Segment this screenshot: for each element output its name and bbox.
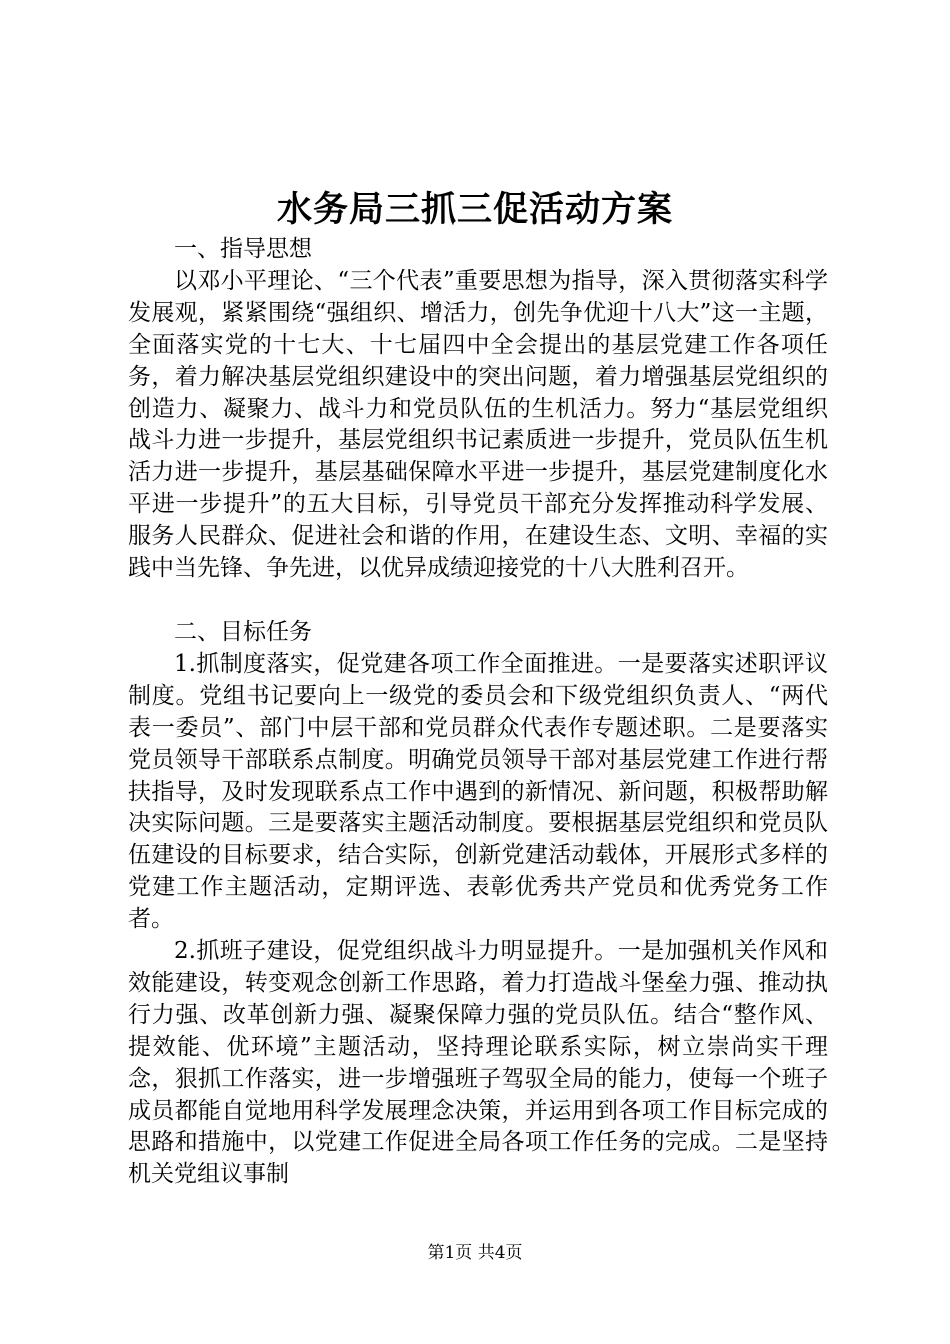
page-footer: 第1页 共4页 [427, 1243, 523, 1263]
document-body [128, 234, 828, 1191]
section-heading: 二、目标任务 [174, 618, 312, 645]
section-paragraph: 以邓小平理论、“三个代表”重要思想为指导，深入贯彻落实科学发展观，紧紧围绕“强组织、增活力，创先争优迎十八大”这一主题，全面落实党的十七大、十七届四中全会提出的基层党建工作各项任务，着力解决基层党组织建设中的突出问题，着力增强基层党组织的创造力、凝聚力、战斗力和党员队伍的生机活力。努力“基层党组织战斗力进一步提升，基层党组织书记素质进一步提升，党员队伍生机活力进一步提升，基层基础保障水平进一步提升，基层党建制度化水平进一步提升”的五大目标，引导党员干部充分发挥推动科学发展、服务人民群众、促进社会和谐的作用，在建设生态、文明、幸福的实践中当先锋、争先进，以优异成绩迎接党的十八大胜利召开。 [128, 267, 828, 582]
section-paragraph: 2.抓班子建设，促党组织战斗力明显提升。一是加强机关作风和效能建设，转变观念创新工作思路，着力打造战斗堡垒力强、推动执行力强、改革创新力强、凝聚保障力强的党员队伍。结合“整作风、提效能、优环境”主题活动，坚持理论联系实际，树立崇尚实干理念，狠抓工作落实，进一步增强班子驾驭全局的能力，使每一个班子成员都能自觉地用科学发展理念决策，并运用到各项工作目标完成的思路和措施中，以党建工作促进全局各项工作任务的完成。二是坚持机关党组议事制 [128, 938, 828, 1188]
document-title: 水务局三抓三促活动方案 [276, 189, 673, 230]
section-gap [128, 585, 828, 617]
section-paragraph: 1.抓制度落实，促党建各项工作全面推进。一是要落实述职评议制度。党组书记要向上一级党的委员会和下级党组织负责人、“两代表一委员”、部门中层干部和党员群众代表作专题述职。二是要落实党员领导干部联系点制度。明确党员领导干部对基层党建工作进行帮扶指导，及时发现联系点工作中遇到的新情况、新问题，积极帮助解决实际问题。三是要落实主题活动制度。要根据基层党组织和党员队伍建设的目标要求，结合实际，创新党建活动载体，开展形式多样的党建工作主题活动，定期评选、表彰优秀共产党员和优秀党务工作者。 [128, 650, 828, 933]
section-heading: 一、指导思想 [174, 236, 312, 262]
